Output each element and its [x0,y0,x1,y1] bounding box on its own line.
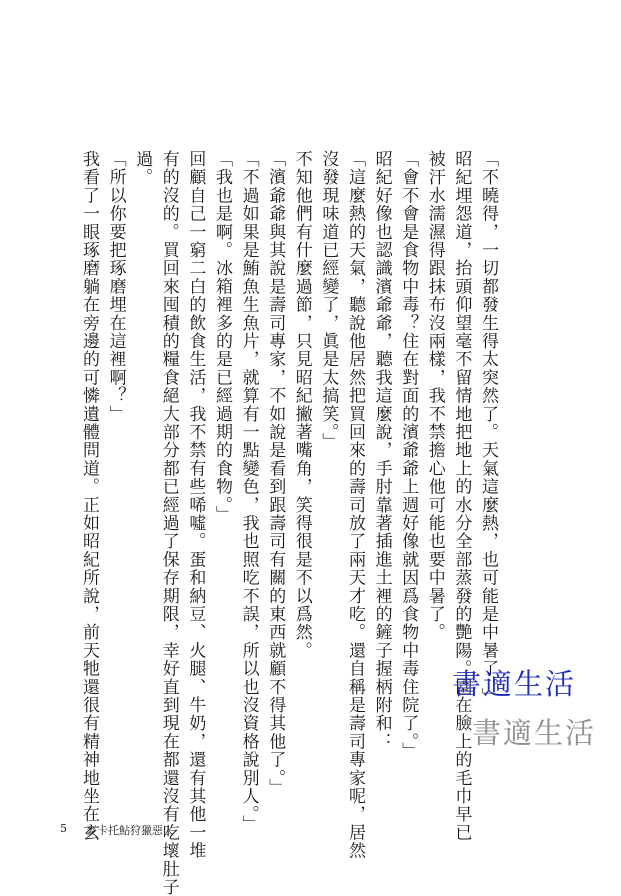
text-column: 沒發現味道已經變了，眞是太搞笑。」 [318,150,339,451]
text-column: 我看了一眼琢磨躺在旁邊的可憐遺體問道。正如昭紀所說，前天牠還很有精神地坐在玄 [79,150,99,842]
text-column: 「這麼熱的天氣，聽說他居然把買回來的壽司放了兩天才吃。還自稱是壽司專家呢，居然 [345,150,365,860]
text-column: 昭紀埋怨道，抬頭仰望毫不留情地把地上的水分全部蒸發的艷陽。園在臉上的毛巾早已 [451,150,472,842]
text-column: 不知他們有什麼過節，只見昭紀撇著嘴角，笑得很是不以爲然。 [291,150,312,660]
text-column: 被汗水濡濕得跟抹布沒兩樣，我不禁擔心他可能也要中暑了。 [424,150,445,642]
text-column: 回顧自己一窮二白的飲食生活，我不禁有些唏噓。蛋和納豆、火腿、牛奶，還有其他一堆 [185,150,206,860]
text-column: 有的沒的。買回來囤積的糧食絕大部分都已經過了保存期限，幸好直到現在都還沒有吃壞肚子 [158,150,179,896]
text-column: 「不曉得，一切都發生得太突然了。天氣這麼熱，也可能是中暑了。」 [478,150,498,706]
watermark-gray: 書適生活 [472,716,597,750]
text-column: 「所以你要把琢磨埋在這裡啊？」 [105,150,126,423]
text-column: 「濱爺爺與其說是壽司專家，不如說是看到跟壽司有關的東西就顧不得其他了。」 [265,150,286,797]
text-column: 過。 [132,150,153,187]
text-column: 「我也是啊。冰箱裡多的是已經過期的食物。」 [212,150,232,524]
text-column: 「不過如果是鮪魚生魚片，就算有一點變色，我也照吃不誤，所以也沒資格說別人。」 [238,150,259,834]
page-number: 5 [60,822,67,835]
running-title: 麥卡托鮎狩獵惡人 [86,824,174,837]
text-column: 昭紀好像也認識濱爺爺，聽我這麼說，手肘靠著插進土裡的鏟子握柄附和： [371,150,392,751]
watermark-blue: 書適生活 [452,667,577,701]
text-column: 「會不會是食物中毒？住在對面的濱爺爺上週好像就因爲食物中毒住院了。」 [398,150,419,761]
